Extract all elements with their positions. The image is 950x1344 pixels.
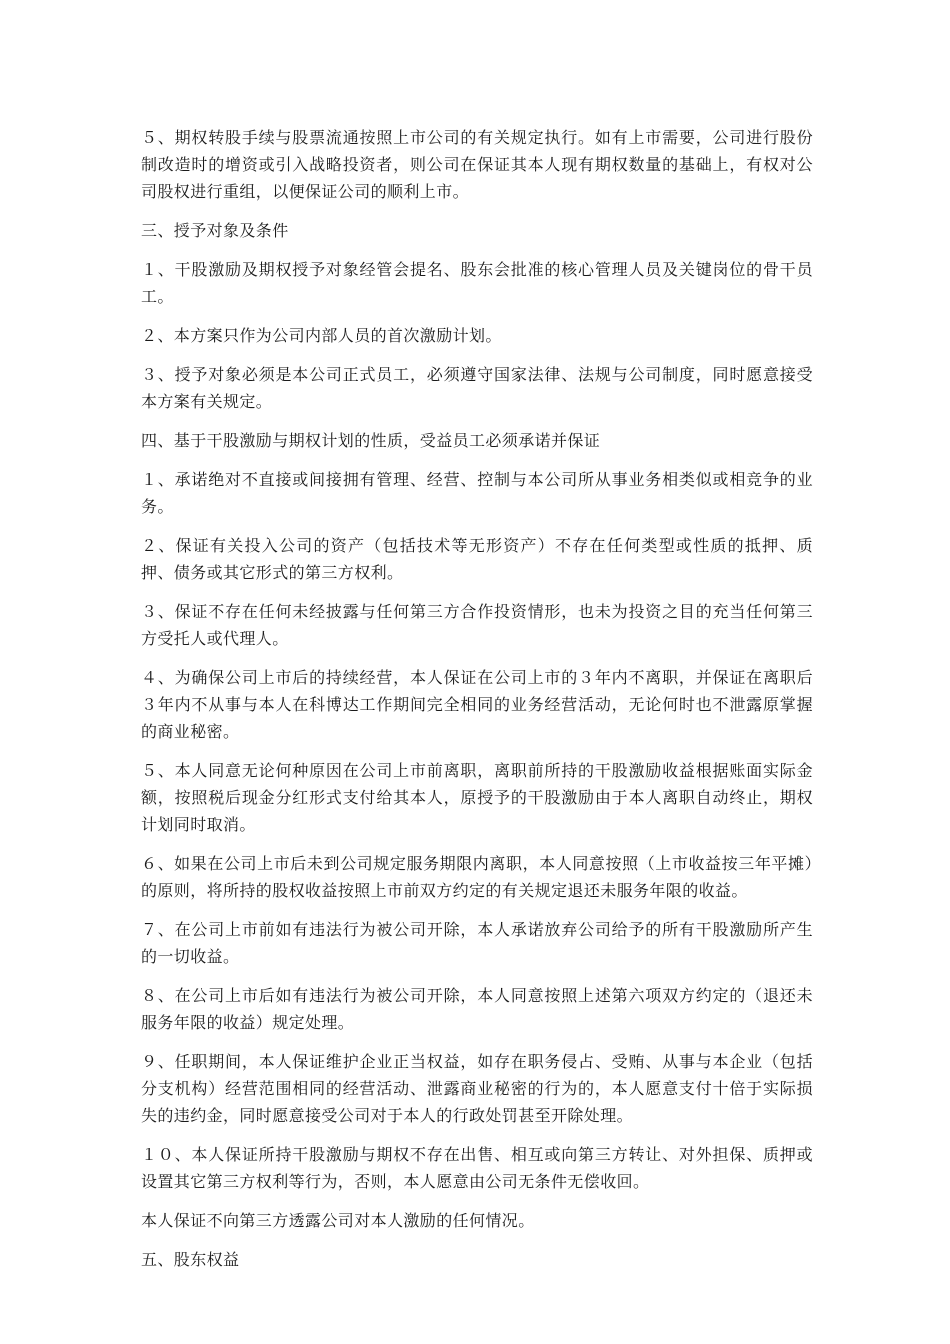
clause-2-5: ５、期权转股手续与股票流通按照上市公司的有关规定执行。如有上市需要，公司进行股份制改造时的增资或引入战略投资者，则公司在保证其本人现有期权数量的基础上，有权对公司股权进行重组，以便保证公司的顺利上市。 — [141, 128, 813, 201]
clause-4-5: ５、本人同意无论何种原因在公司上市前离职，离职前所持的干股激励收益根据账面实际金额，按照税后现金分红形式支付给其本人，原授予的干股激励由于本人离职自动终止，期权计划同时取消。 — [141, 761, 813, 834]
document-body — [141, 124, 813, 1285]
clause-4-6: ６、如果在公司上市后未到公司规定服务期限内离职，本人同意按照（上市收益按三年平摊）的原则，将所持的股权收益按照上市前双方约定的有关规定退还未服务年限的收益。 — [141, 854, 813, 900]
clause-4-1: １、承诺绝对不直接或间接拥有管理、经营、控制与本公司所从事业务相类似或相竞争的业务。 — [141, 470, 813, 516]
clause-4-8: ８、在公司上市后如有违法行为被公司开除，本人同意按照上述第六项双方约定的（退还未服务年限的收益）规定处理。 — [141, 986, 813, 1032]
clause-4-2: ２、保证有关投入公司的资产（包括技术等无形资产）不存在任何类型或性质的抵押、质押、债务或其它形式的第三方权利。 — [141, 536, 813, 582]
clause-4-9: ９、任职期间，本人保证维护企业正当权益，如存在职务侵占、受贿、从事与本企业（包括分支机构）经营范围相同的经营活动、泄露商业秘密的行为的，本人愿意支付十倍于实际损失的违约金，同时愿意接受公司对于本人的行政处罚甚至开除处理。 — [141, 1052, 813, 1125]
clause-4-4: ４、为确保公司上市后的持续经营，本人保证在公司上市的３年内不离职，并保证在离职后３年内不从事与本人在科博达工作期间完全相同的业务经营活动，无论何时也不泄露原掌握的商业秘密。 — [141, 668, 813, 741]
clause-3-2: ２、本方案只作为公司内部人员的首次激励计划。 — [141, 326, 502, 345]
clause-3-3: ３、授予对象必须是本公司正式员工，必须遵守国家法律、法规与公司制度，同时愿意接受本方案有关规定。 — [141, 365, 813, 411]
section-4-heading: 四、基于干股激励与期权计划的性质，受益员工必须承诺并保证 — [141, 431, 601, 450]
clause-4-10: １０、本人保证所持干股激励与期权不存在出售、相互或向第三方转让、对外担保、质押或设置其它第三方权利等行为，否则，本人愿意由公司无条件无偿收回。 — [141, 1145, 813, 1191]
clause-4-7: ７、在公司上市前如有违法行为被公司开除，本人承诺放弃公司给予的所有干股激励所产生的一切收益。 — [141, 920, 813, 966]
section-5-heading: 五、股东权益 — [141, 1250, 240, 1269]
clause-3-1: １、干股激励及期权授予对象经管会提名、股东会批准的核心管理人员及关键岗位的骨干员工。 — [141, 260, 813, 306]
clause-4-3: ３、保证不存在任何未经披露与任何第三方合作投资情形，也未为投资之目的充当任何第三方受托人或代理人。 — [141, 602, 813, 648]
section-3-heading: 三、授予对象及条件 — [141, 221, 289, 240]
confidentiality-statement: 本人保证不向第三方透露公司对本人激励的任何情况。 — [141, 1211, 535, 1230]
